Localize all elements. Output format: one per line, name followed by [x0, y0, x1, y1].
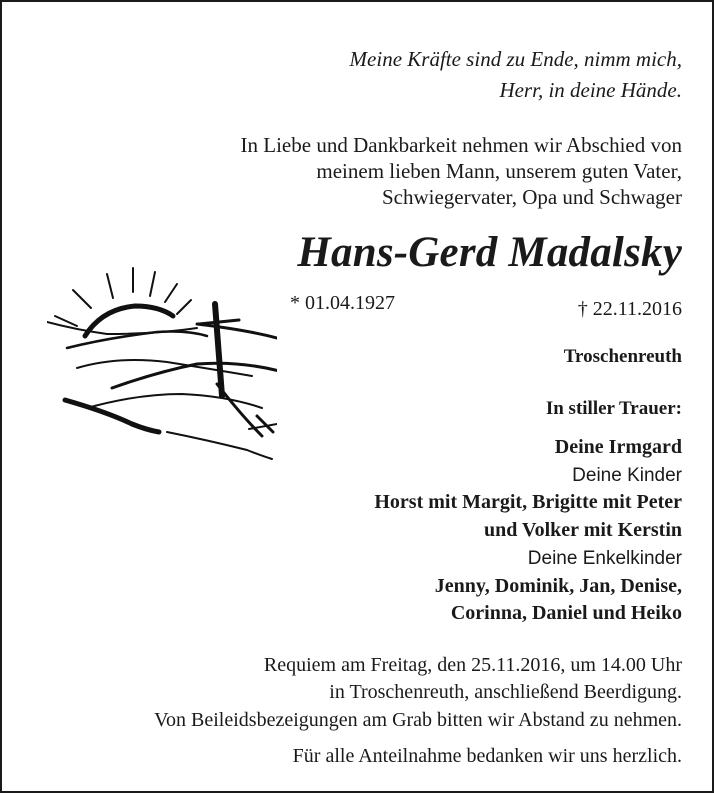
sun-ray — [150, 272, 155, 296]
cross-icon — [199, 320, 239, 324]
mourner-line: Jenny, Dominik, Jan, Denise, — [434, 574, 682, 597]
mourner-line: Deine Irmgard — [554, 436, 682, 458]
intro-line: meinem lieben Mann, unserem guten Vater, — [316, 159, 682, 183]
hill-line — [197, 324, 277, 338]
place-name: Troschenreuth — [563, 346, 682, 367]
intro-line: Schwiegervater, Opa und Schwager — [381, 185, 682, 209]
thanks-line: Für alle Anteilnahme bedanken wir uns herzlich. — [292, 745, 682, 767]
mourners-list — [374, 434, 682, 628]
mourner-line: und Volker mit Kerstin — [484, 519, 682, 542]
sun-ray — [107, 274, 113, 298]
hill-line — [167, 432, 272, 459]
cross-icon — [215, 304, 222, 396]
verse-line: Meine Kräfte sind zu Ende, nimm mich, — [349, 47, 682, 71]
verse-line: Herr, in deine Hände. — [499, 78, 682, 102]
mourner-line: Horst mit Margit, Brigitte mit Peter — [374, 491, 682, 514]
notice-line: Von Beileidsbezeigungen am Grab bitten wir Abstand zu nehmen. — [154, 708, 682, 731]
funeral-notice — [154, 652, 682, 734]
mourner-line: Deine Enkelkinder — [527, 547, 682, 569]
birth-date: * 01.04.1927 — [290, 292, 395, 314]
mourners-title: In stiller Trauer: — [545, 398, 682, 419]
verse — [350, 44, 682, 106]
sun-ray — [165, 284, 177, 302]
death-date: † 22.11.2016 — [577, 298, 682, 320]
mourner-line: Deine Kinder — [572, 464, 682, 486]
sun-ray — [73, 290, 91, 308]
deceased-name: Hans-Gerd Madalsky — [297, 229, 682, 276]
mourner-line: Corinna, Daniel und Heiko — [450, 602, 682, 625]
intro-line: In Liebe und Dankbarkeit nehmen wir Abschied von — [240, 133, 682, 157]
notice-line: in Troschenreuth, anschließend Beerdigung. — [329, 681, 682, 704]
sun-ray — [177, 300, 191, 314]
landscape-cross-illustration — [47, 264, 277, 464]
hill-line — [65, 400, 159, 432]
cross-small — [257, 416, 273, 432]
notice-line: Requiem am Freitag, den 25.11.2016, um 14.00 Uhr — [263, 654, 682, 676]
intro-text — [241, 132, 682, 210]
